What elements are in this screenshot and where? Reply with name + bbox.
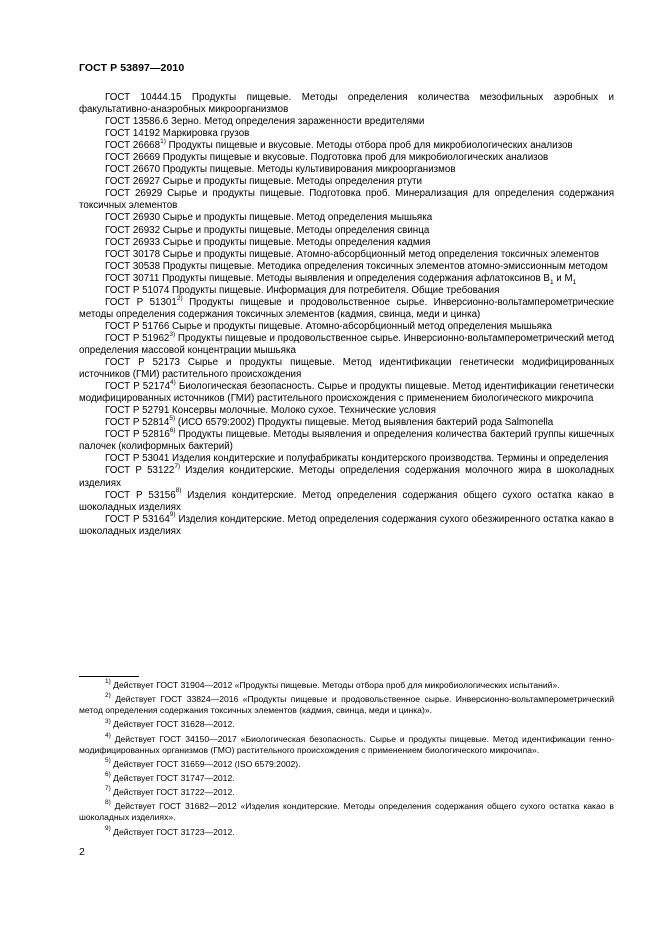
reference-item: ГОСТ 26932 Сырье и продукты пищевые. Методы определения свинца <box>105 224 430 236</box>
footnote: $^{4)}$ Действует ГОСТ 34150—2017 «Биологическая безопасность. Сырье и продукты пищевые. Метод идентификации генно-модифицированных организмов (ГМО) растительного происхождения с применением биологического микрочипа». <box>79 731 614 755</box>
reference-item: ГОСТ Р 51301$^{2)}$ Продукты пищевые и продовольственное сырье. Инверсионно-вольтамперометрические методы определения содержания токсичных элементов (кадмия, свинца, меди и цинка) <box>79 294 614 320</box>
reference-item: ГОСТ Р 52791 Консервы молочные. Молоко сухое. Технические условия <box>105 405 436 417</box>
footnote-ref: 4) <box>170 378 176 386</box>
footnote-ref: 5) <box>169 415 176 422</box>
reference-item: ГОСТ Р 53122$^{7)}$ Изделия кондитерские. Методы определения содержания молочного жира в шоколадных изделиях <box>79 463 614 489</box>
footnotes <box>79 680 614 838</box>
reference-item: ГОСТ 26933 Сырье и продукты пищевые. Методы определения кадмия <box>105 236 431 248</box>
footnote-ref: 6) <box>169 427 176 435</box>
footnote-ref: 1) <box>160 137 166 145</box>
footnote-ref: 7) <box>174 463 181 471</box>
reference-item: ГОСТ 26929 Сырье и продукты пищевые. Подготовка проб. Минерализация для определения содержания токсичных элементов <box>79 188 614 212</box>
reference-item: ГОСТ 30538 Продукты пищевые. Методика определения токсичных элементов атомно-эмиссионным методом <box>105 260 608 272</box>
footnote: $^{9)}$ Действует ГОСТ 31723—2012. <box>105 824 235 837</box>
reference-item: ГОСТ 26930 Сырье и продукты пищевые. Метод определения мышьяка <box>105 212 433 224</box>
footnote-ref: 2) <box>176 294 183 302</box>
reference-item: ГОСТ Р 52174$^{4)}$ Биологическая безопасность. Сырье и продукты пищевые. Метод идентификации генетически модифицированных источников (ГМИ) растительного происхождения с применением биологического микрочипа <box>79 378 614 405</box>
page-header: ГОСТ Р 53897—2010 <box>79 62 185 74</box>
reference-item: ГОСТ 30178 Сырье и продукты пищевые. Атомно-абсорбционный метод определения токсичных элементов <box>105 248 600 260</box>
reference-item: ГОСТ 26670 Продукты пищевые. Методы культивирования микроорганизмов <box>105 164 456 176</box>
reference-item: ГОСТ Р 51962$^{3)}$ Продукты пищевые и продовольственное сырье. Инверсионно-вольтамперометрический метод определения массовой концентрации мышьяка <box>79 330 614 356</box>
footnote-ref: 8) <box>175 487 182 495</box>
reference-item: ГОСТ 10444.15 Продукты пищевые. Методы определения количества мезофильных аэробных и факультативно-анаэробных микроорганизмов <box>79 92 614 116</box>
reference-item: ГОСТ Р 53156$^{8)}$ Изделия кондитерские. Метод определения содержания общего сухого остатка какао в шоколадных изделиях <box>79 487 614 513</box>
reference-item: ГОСТ 26669 Продукты пищевые и вкусовые. Подготовка проб для микробиологических анализов <box>105 152 549 164</box>
reference-item: ГОСТ 14192 Маркировка грузов <box>105 128 250 140</box>
footnote: $^{8)}$ Действует ГОСТ 31682—2012 «Изделия кондитерские. Методы определения содержания общего сухого остатка какао в шоколадных изделиях». <box>79 799 614 823</box>
reference-item: ГОСТ Р 52173 Сырье и продукты пищевые. Метод идентификации генетически модифицированных источников (ГМИ) растительного происхождения <box>79 357 614 381</box>
footnote: $^{1)}$ Действует ГОСТ 31904—2012 «Продукты пищевые. Методы отбора проб для микробиологических испытаний». <box>105 678 560 690</box>
reference-item: ГОСТ Р 51074 Продукты пищевые. Информация для потребителя. Общие требования <box>105 284 500 296</box>
footnote-ref: 9) <box>169 511 176 519</box>
footnote-ref: 3) <box>169 330 176 338</box>
reference-item: ГОСТ Р 52814$^{5)}$ (ИСО 6579:2002) Продукты пищевые. Метод выявления бактерий рода Salmonella <box>105 415 554 429</box>
footnote-divider <box>79 676 139 677</box>
reference-item: ГОСТ 26927 Сырье и продукты пищевые. Методы определения ртути <box>105 176 422 188</box>
reference-item: ГОСТ Р 53041 Изделия кондитерские и полуфабрикаты кондитерского производства. Термины и определения <box>105 453 609 465</box>
normative-references <box>79 92 614 538</box>
footnote: $^{7)}$ Действует ГОСТ 31722—2012. <box>105 785 235 798</box>
footnote: $^{5)}$ Действует ГОСТ 31659—2012 (ISO 6579:2002). <box>105 756 301 769</box>
reference-item: ГОСТ 30711 Продукты пищевые. Методы выявления и определения содержания афлатоксинов $В_1$ и $М_1$ <box>105 272 577 286</box>
footnote: $^{6)}$ Действует ГОСТ 31747—2012. <box>105 771 235 783</box>
reference-item: ГОСТ 26668$^{1)}$ Продукты пищевые и вкусовые. Методы отбора проб для микробиологических анализов <box>105 137 573 152</box>
footnote: $^{3)}$ Действует ГОСТ 31628—2012. <box>105 717 235 730</box>
reference-item: ГОСТ 13586.6 Зерно. Метод определения зараженности вредителями <box>105 116 425 128</box>
footnote: $^{2)}$ Действует ГОСТ 33824—2016 «Продукты пищевые и продовольственное сырье. Инверсионно-вольтамперометрический метод определения содержания токсичных элементов (кадмия, свинца, меди и цинка)». <box>79 692 614 716</box>
page-number: 2 <box>79 846 85 858</box>
reference-item: ГОСТ Р 51766 Сырье и продукты пищевые. Атомно-абсорбционный метод определения мышьяка <box>105 320 552 332</box>
reference-item: ГОСТ Р 53164$^{9)}$ Изделия кондитерские. Метод определения содержания сухого обезжиренного остатка какао в шоколадных изделиях <box>79 511 614 537</box>
reference-item: ГОСТ Р 52816$^{6)}$ Продукты пищевые. Методы выявления и определения количества бактерий группы кишечных палочек (колиформных бактерий) <box>79 427 614 453</box>
